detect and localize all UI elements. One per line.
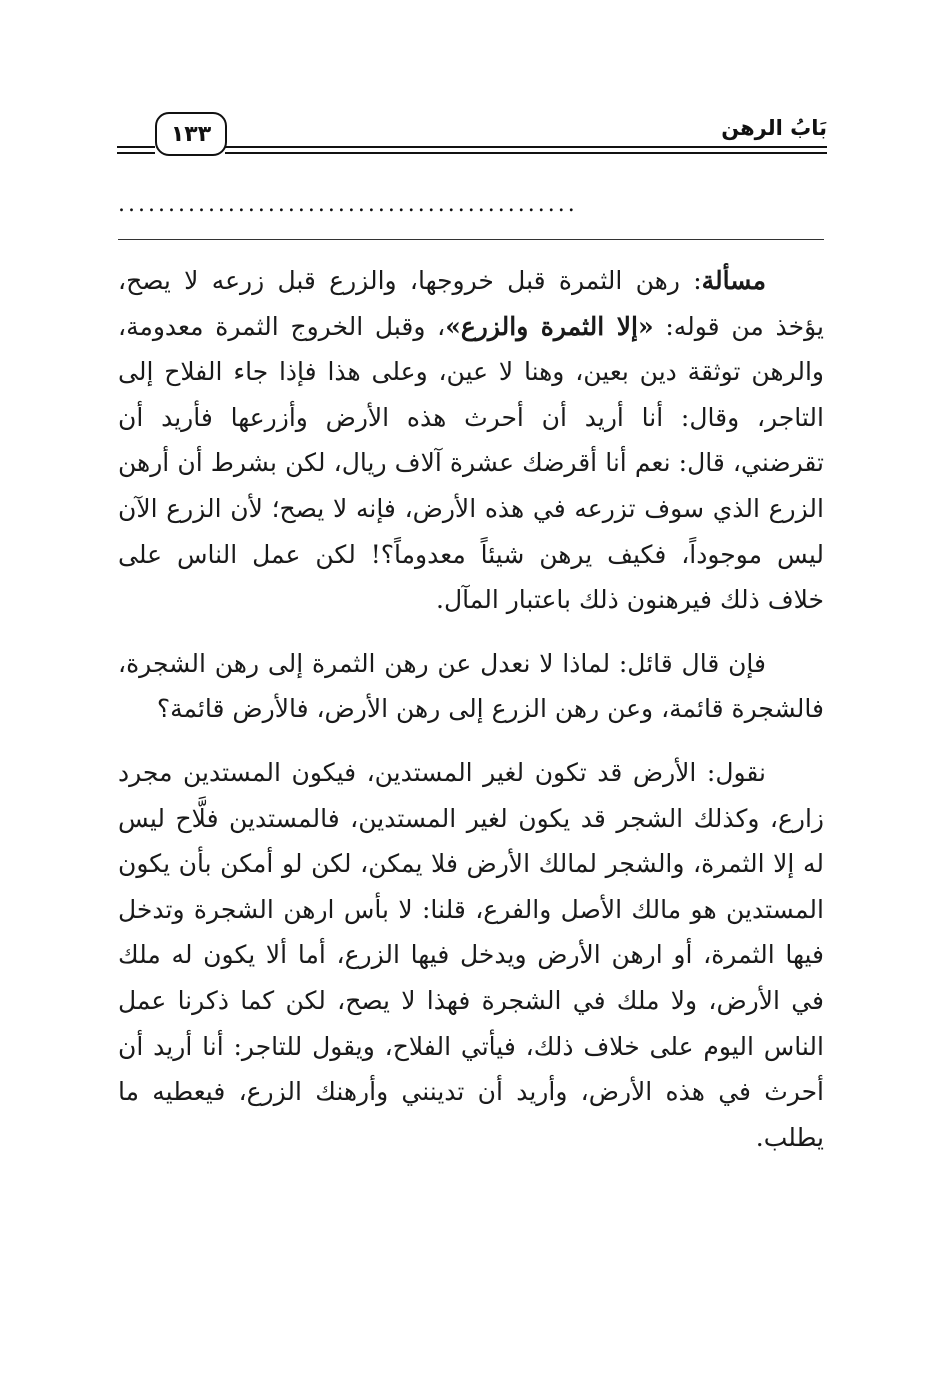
issue-text-start: : رهن الثمرة قبل خروجها، والزرع قبل زرعه لا يصح، يؤخذ من قوله: (118, 266, 825, 341)
header-rule (225, 146, 827, 148)
dotted-line: .............................................. (118, 192, 578, 217)
page-header (117, 108, 827, 156)
paragraph-answer: نقول: الأرض قد تكون لغير المستدين، فيكون المستدين مجرد زارع، وكذلك الشجر قد يكون لغير المستدين، فالمستدين فلَّاح ليس له إلا الثمرة، والشجر لمالك الأرض فلا يمكن، لكن لو أمكن بأن يكون المستدين هو مالك الأصل والفرع، قلنا: لا بأس ارهن الشجرة وتدخل فيها الثمرة، أو ارهن الأرض ويدخل فيها الزرع، أما ألا يكون له ملك في الأرض، ولا ملك في الشجرة فهذا لا يصح، لكن كما ذكرنا عمل الناس اليوم على خلاف ذلك، فيأتي الفلاح، ويقول للتاجر: أنا أريد أن أحرث في هذه الأرض، وأريد أن تدينني وأرهنك الزرع، فيعطيه ما يطلب. (118, 757, 824, 1152)
page-number: ١٣٣ (155, 112, 227, 156)
separator-line (118, 239, 824, 240)
body-text (118, 258, 824, 1178)
header-rule-left (117, 146, 155, 148)
issue-text-rest: ، وقبل الخروج الثمرة معدومة، والرهن توثقة دين بعين، وهنا لا عين، وعلى هذا فإذا جاء الفلاح إلى التاجر، وقال: أنا أريد أن أحرث هذه الأرض وأزرعها فأريد أن تقرضني، قال: نعم أنا أقرضك عشرة آلاف ريال، لكن بشرط أن أرهن الزرع الذي سوف تزرعه في هذه الأرض، فإنه لا يصح؛ لأن الزرع الآن ليس موجوداً، فكيف يرهن شيئاً معدوماً؟! لكن عمل الناس على خلاف ذلك فيرهنون ذلك باعتبار المآل. (118, 311, 824, 615)
chapter-title: بَابُ الرهن (721, 116, 827, 140)
issue-term: مسألة (701, 266, 766, 295)
issue-quote: «إلا الثمرة والزرع» (445, 311, 654, 341)
header-rule-double (225, 152, 827, 154)
paragraph-issue (118, 258, 824, 623)
paragraph-objection: فإن قال قائل: لماذا لا نعدل عن رهن الثمرة إلى رهن الشجرة، فالشجرة قائمة، وعن رهن الزرع إلى رهن الأرض، فالأرض قائمة؟ (118, 648, 824, 724)
header-rule-left-double (117, 152, 155, 154)
